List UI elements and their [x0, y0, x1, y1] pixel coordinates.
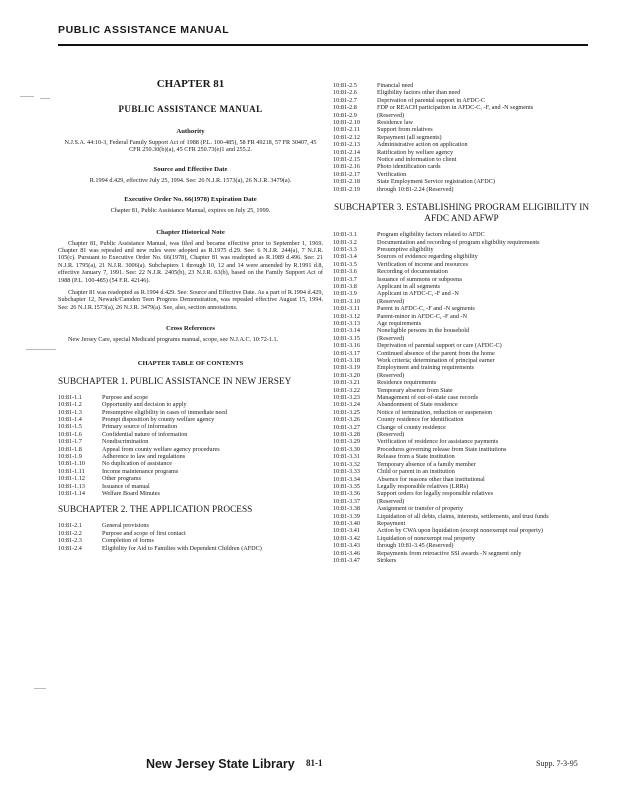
section-title: Financial need — [377, 82, 414, 89]
section-title: FDP or REACH participation in AFDC-C, -F, and -N segments — [377, 104, 534, 112]
section-title: (Reserved) — [377, 497, 405, 505]
section-number: 10:81-3.23 — [333, 394, 360, 402]
section-title: Residence law — [377, 119, 413, 127]
section-number: 10:81-2.5 — [333, 82, 357, 89]
section-number: 10:81-3.46 — [333, 549, 360, 557]
margin-mark — [40, 98, 50, 99]
cross-references-heading: Cross References — [166, 325, 215, 333]
authority-text: N.J.S.A. 44:10-3, Federal Family Support Act of 1988 (P.L. 100-485), 58 FR 49218, 57 FR 30407, 45 CFR 250.30(b)(a), 45 CFR 250.73(e)1 and 255.2. — [64, 139, 317, 154]
section-title: Presumptive eligibility — [377, 245, 434, 253]
section-number: 10:81-3.9 — [333, 290, 357, 298]
section-title: Opportunity and decision to apply — [102, 401, 187, 409]
section-number: 10:81-3.25 — [333, 408, 360, 416]
section-title: Income maintenance programs — [102, 467, 179, 475]
toc-entry — [333, 104, 590, 111]
toc-entry — [58, 423, 323, 430]
toc-entry — [333, 409, 590, 416]
toc-entry — [333, 527, 590, 534]
toc-entry — [333, 327, 590, 334]
section-title: Recording of documentation — [377, 268, 448, 276]
toc-entry — [58, 483, 323, 490]
toc-entry — [333, 290, 590, 297]
section-number: 10:81-3.20 — [333, 371, 360, 379]
section-title: Ratification by welfare agency — [377, 148, 454, 156]
section-number: 10:81-2.11 — [333, 126, 360, 134]
section-title: Confidential nature of information — [102, 430, 188, 438]
toc-entry — [58, 460, 323, 467]
supplement-date: Supp. 7-3-95 — [536, 759, 578, 768]
toc-entry — [333, 320, 590, 327]
section-title: Issuance of manual — [102, 482, 150, 490]
section-title: Appeal from county welfare agency procedures — [102, 445, 220, 453]
toc-entry — [333, 438, 590, 445]
toc-entry — [333, 261, 590, 268]
section-number: 10:81-3.35 — [333, 482, 360, 490]
section-number: 10:81-1.3 — [58, 408, 82, 416]
toc-entry — [58, 453, 323, 460]
section-number: 10:81-3.28 — [333, 431, 360, 439]
section-number: 10:81-3.47 — [333, 556, 360, 564]
page-number: 81-1 — [306, 758, 323, 768]
toc-entry — [333, 149, 590, 156]
source-text: R.1994 d.429, effective July 25, 1994. See: 26 N.J.R. 1573(a), 26 N.J.R. 3479(a). — [89, 176, 292, 184]
section-number: 10:81-2.15 — [333, 156, 360, 164]
section-number: 10:81-2.7 — [333, 96, 357, 104]
section-number: 10:81-2.9 — [333, 111, 357, 119]
section-number: 10:81-3.12 — [333, 312, 360, 320]
section-title: Photo identification cards — [377, 163, 441, 171]
toc-entry — [58, 522, 323, 529]
section-title: Action by CWA upon liquidation (except nonexempt real property) — [377, 527, 543, 535]
section-title: Applicant in AFDC-C, -F and -N — [377, 290, 459, 298]
section-title: Notice of termination, reduction or suspension — [377, 408, 493, 416]
toc-entry — [333, 342, 590, 349]
toc-entry — [333, 253, 590, 260]
section-title: Residence requirements — [377, 379, 437, 387]
section-number: 10:81-1.12 — [58, 475, 85, 483]
section-title: Absence for reasons other than institutional — [377, 475, 485, 483]
source-heading: Source and Effective Date — [153, 165, 228, 173]
section-title: Program eligibility factors related to AFDC — [377, 231, 485, 239]
section-number: 10:81-3.43 — [333, 542, 360, 550]
section-number: 10:81-3.19 — [333, 364, 360, 372]
toc-entry — [333, 372, 590, 379]
section-title: through 10:81-3.45 (Reserved) — [377, 542, 454, 550]
section-number: 10:81-3.33 — [333, 468, 360, 476]
section-title: Repayments from retroactive SSI awards -N segment only — [377, 549, 522, 557]
toc-entry — [333, 335, 590, 342]
section-title: Management of out-of-state case records — [377, 394, 479, 402]
section-title: Support from relatives — [377, 126, 433, 134]
toc-entry — [333, 313, 590, 320]
section-number: 10:81-3.2 — [333, 238, 357, 246]
section-title: Repayment (all segments) — [377, 133, 442, 141]
toc-entry — [58, 394, 323, 401]
section-title: Verification of residence for assistance payments — [377, 438, 499, 446]
subchapter-3-heading: SUBCHAPTER 3. ESTABLISHING PROGRAM ELIGIBILITY IN AFDC AND AFWP — [333, 203, 590, 225]
toc-entry — [58, 490, 323, 497]
toc-entry — [333, 268, 590, 275]
section-number: 10:81-3.1 — [333, 231, 357, 239]
toc-entry — [333, 431, 590, 438]
section-number: 10:81-3.30 — [333, 445, 360, 453]
subchapter-3-list — [333, 231, 590, 564]
section-title: Purpose and scope of first contact — [102, 529, 186, 537]
toc-entry — [333, 379, 590, 386]
toc-entry — [58, 446, 323, 453]
section-number: 10:81-3.17 — [333, 349, 360, 357]
section-title: Other programs — [102, 475, 142, 483]
toc-entry — [333, 505, 590, 512]
section-title: Completion of forms — [102, 537, 154, 545]
section-title: Assignment or transfer of property — [377, 505, 463, 513]
section-number: 10:81-1.1 — [58, 393, 82, 401]
section-title: Applicant in all segments — [377, 282, 441, 290]
section-number: 10:81-2.16 — [333, 163, 360, 171]
section-number: 10:81-3.41 — [333, 527, 360, 535]
section-title: County residence for identification — [377, 416, 464, 424]
section-number: 10:81-1.5 — [58, 423, 82, 431]
toc-entry — [333, 126, 590, 133]
section-title: (Reserved) — [377, 334, 405, 342]
toc-entry — [58, 431, 323, 438]
toc-entry — [333, 239, 590, 246]
margin-mark — [20, 96, 34, 97]
section-number: 10:81-3.3 — [333, 245, 357, 253]
toc-entry — [333, 276, 590, 283]
library-stamp: New Jersey State Library — [146, 757, 295, 771]
section-title: Nondiscrimination — [102, 438, 149, 446]
section-number: 10:81-3.4 — [333, 253, 357, 261]
toc-entry — [333, 89, 590, 96]
toc-entry — [333, 490, 590, 497]
section-title: Change of county residence — [377, 423, 446, 431]
toc-entry — [333, 513, 590, 520]
section-title: (Reserved) — [377, 297, 405, 305]
toc-entry — [333, 535, 590, 542]
section-title: Prompt disposition by county welfare agency — [102, 415, 215, 423]
subchapter-1-list — [58, 394, 323, 498]
section-title: Primary source of information — [102, 423, 178, 431]
exec-order-text: Chapter 81, Public Assistance Manual, expires on July 25, 1999. — [110, 207, 271, 215]
section-number: 10:81-3.22 — [333, 386, 360, 394]
toc-entry — [333, 82, 590, 89]
section-number: 10:81-1.9 — [58, 452, 82, 460]
section-number: 10:81-3.36 — [333, 490, 360, 498]
toc-entry — [333, 483, 590, 490]
section-number: 10:81-2.3 — [58, 537, 82, 545]
section-title: Parent-minor in AFDC-C, -F and -N — [377, 312, 468, 320]
toc-entry — [333, 186, 590, 193]
toc-entry — [333, 520, 590, 527]
toc-entry — [333, 446, 590, 453]
section-number: 10:81-3.29 — [333, 438, 360, 446]
header-rule — [58, 44, 588, 46]
section-number: 10:81-3.34 — [333, 475, 360, 483]
section-number: 10:81-3.5 — [333, 260, 357, 268]
section-title: Parent in AFDC-C, -F and -N segments — [377, 305, 475, 313]
historical-note-text: Chapter 81, Public Assistance Manual, was filed and became effective prior to September 1, 1969. Chapter 81 was repealed and new rules were adopted as R.1975 d.29. See: 6 N.J.R. 244(a), 7 N.J.R. 105(c). Pursuant to Executive Order No. 66(1978), Chapter 81 was readopted as R.1989 d.496. See: 21 N.J.R. 1795(a), 21 N.J.R. 3006(a). Subchapters 1 through 10, 12 and 14 were amended by R.1991 d.8, effective January 7, 1991. See: 22 N.J.R. 2405(b), 23 N.J.R. 63(b), based on the Family Support Act of 1988 (P.L. 100-485) (54 F.R. 42146). — [58, 239, 323, 284]
running-header: PUBLIC ASSISTANCE MANUAL — [58, 24, 230, 36]
cross-references-text: New Jersey Care, special Medicaid programs manual, scope, see N.J.A.C. 10:72-1.1. — [68, 336, 279, 344]
toc-entry — [333, 119, 590, 126]
subchapter-2-list-cont — [333, 82, 590, 193]
toc-entry — [333, 468, 590, 475]
toc-entry — [333, 498, 590, 505]
section-title: Abandonment of State residence — [377, 401, 458, 409]
toc-entry — [333, 476, 590, 483]
section-title: Temporary absence from State — [377, 386, 453, 394]
section-title: Liquidation of nonexempt real property — [377, 534, 475, 542]
section-title: Work criteria; determination of principal earner — [377, 357, 495, 364]
section-number: 10:81-3.39 — [333, 512, 360, 520]
section-number: 10:81-3.40 — [333, 519, 360, 527]
section-number: 10:81-1.11 — [58, 467, 85, 475]
section-number: 10:81-3.31 — [333, 453, 360, 461]
section-title: Verification of income and resources — [377, 260, 469, 268]
section-title: Sources of evidence regarding eligibility — [377, 253, 478, 261]
chapter-title: PUBLIC ASSISTANCE MANUAL — [118, 104, 263, 114]
section-number: 10:81-1.7 — [58, 438, 82, 446]
historical-note-text-2: Chapter 81 was readopted as R.1994 d.429. See: Source and Effective Date. As a part of R.1994 d.429, Subchapter 12, Newark/Camden Teen Progress Demonstration, was repealed effective August 15, 1994. See: 26 N.J.R.1573(a), 26 N.J.R. 3479(a). See, also, section annotations. — [58, 289, 323, 311]
right-column — [333, 82, 590, 564]
toc-entry — [333, 231, 590, 238]
toc-entry — [58, 416, 323, 423]
section-title: Deprivation of parental support or care (AFDC-C) — [377, 342, 502, 350]
section-title: Deprivation of parental support in AFDC-C — [377, 96, 486, 104]
toc-entry — [58, 468, 323, 475]
section-number: 10:81-1.4 — [58, 415, 82, 423]
toc-entry — [333, 305, 590, 312]
section-number: 10:81-3.6 — [333, 268, 357, 276]
section-title: (Reserved) — [377, 431, 405, 439]
toc-heading: CHAPTER TABLE OF CONTENTS — [137, 359, 244, 367]
section-title: Presumptive eligibility in cases of immediate need — [102, 408, 228, 416]
margin-mark — [26, 349, 56, 350]
toc-entry — [58, 537, 323, 544]
section-number: 10:81-3.32 — [333, 460, 360, 468]
section-number: 10:81-3.37 — [333, 497, 360, 505]
section-number: 10:81-1.8 — [58, 445, 82, 453]
section-title: Welfare Board Minutes — [102, 489, 160, 497]
toc-entry — [333, 401, 590, 408]
toc-entry — [333, 357, 590, 364]
section-title: Documentation and recording of program eligibility requirements — [377, 238, 540, 246]
section-number: 10:81-2.19 — [333, 185, 360, 193]
section-number: 10:81-3.14 — [333, 327, 360, 335]
toc-entry — [333, 171, 590, 178]
section-title: Verification — [377, 170, 407, 178]
section-number: 10:81-3.13 — [333, 319, 360, 327]
toc-entry — [58, 475, 323, 482]
section-number: 10:81-2.8 — [333, 104, 357, 112]
section-title: Noneligible persons in the household — [377, 327, 470, 335]
section-number: 10:81-2.4 — [58, 544, 82, 552]
toc-entry — [333, 134, 590, 141]
section-title: No duplication of assistance — [102, 460, 172, 468]
section-title: Eligibility for Aid to Families with Dependent Children (AFDC) — [102, 544, 262, 552]
section-number: 10:81-2.18 — [333, 178, 360, 186]
section-number: 10:81-3.15 — [333, 334, 360, 342]
authority-heading: Authority — [176, 128, 205, 135]
toc-entry — [58, 438, 323, 445]
subchapter-1-heading: SUBCHAPTER 1. PUBLIC ASSISTANCE IN NEW JERSEY — [58, 376, 292, 387]
toc-entry — [333, 394, 590, 401]
section-title: Support orders for legally responsible relatives — [377, 490, 493, 498]
toc-entry — [333, 550, 590, 557]
section-number: 10:81-3.8 — [333, 282, 357, 290]
section-title: Administrative action on application — [377, 141, 468, 149]
section-number: 10:81-3.38 — [333, 505, 360, 513]
section-number: 10:81-3.18 — [333, 357, 360, 364]
section-title: (Reserved) — [377, 111, 405, 119]
section-title: Procedures governing release from State institutions — [377, 445, 507, 453]
section-number: 10:81-2.13 — [333, 141, 360, 149]
section-title: Repayment — [377, 519, 406, 527]
toc-entry — [333, 461, 590, 468]
toc-entry — [333, 542, 590, 549]
toc-entry — [333, 163, 590, 170]
subchapter-2-heading: SUBCHAPTER 2. THE APPLICATION PROCESS — [58, 505, 253, 516]
left-column — [58, 78, 323, 552]
toc-entry — [58, 530, 323, 537]
section-title: State Employment Service registration (AFDC) — [377, 178, 495, 186]
section-title: Notice and information to client — [377, 156, 457, 164]
toc-entry — [333, 283, 590, 290]
historical-note-heading: Chapter Historical Note — [156, 228, 225, 236]
section-title: Employment and training requirements — [377, 364, 475, 372]
section-number: 10:81-1.6 — [58, 430, 82, 438]
section-title: Issuance of summons or subpoena — [377, 275, 462, 283]
toc-entry — [333, 112, 590, 119]
toc-entry — [333, 156, 590, 163]
toc-entry — [333, 453, 590, 460]
section-number: 10:81-3.7 — [333, 275, 357, 283]
toc-entry — [333, 557, 590, 564]
toc-entry — [333, 97, 590, 104]
section-number: 10:81-3.42 — [333, 534, 360, 542]
section-number: 10:81-1.2 — [58, 401, 82, 409]
section-number: 10:81-2.14 — [333, 148, 360, 156]
exec-order-heading: Executive Order No. 66(1978) Expiration Date — [124, 196, 257, 204]
toc-entry — [333, 178, 590, 185]
section-title: Continued absence of the parent from the home — [377, 349, 495, 357]
section-title: Eligibility factors other than need — [377, 89, 461, 97]
toc-entry — [333, 246, 590, 253]
section-number: 10:81-3.21 — [333, 379, 360, 387]
section-title: Release from a State institution — [377, 453, 455, 461]
section-number: 10:81-3.27 — [333, 423, 360, 431]
toc-entry — [333, 141, 590, 148]
section-title: Child or parent in an institution — [377, 468, 455, 476]
toc-entry — [58, 545, 323, 552]
section-number: 10:81-2.2 — [58, 529, 82, 537]
section-number: 10:81-2.17 — [333, 170, 360, 178]
section-number: 10:81-1.13 — [58, 482, 85, 490]
section-title: Purpose and scope — [102, 393, 149, 401]
toc-entry — [333, 416, 590, 423]
section-number: 10:81-1.10 — [58, 460, 85, 468]
section-number: 10:81-2.10 — [333, 119, 360, 127]
toc-entry — [333, 424, 590, 431]
toc-entry — [333, 387, 590, 394]
toc-entry — [333, 298, 590, 305]
section-number: 10:81-3.16 — [333, 342, 360, 350]
section-title: through 10:81-2.24 (Reserved) — [377, 185, 454, 193]
chapter-number: CHAPTER 81 — [156, 78, 225, 90]
section-title: Age requirements — [377, 319, 422, 327]
toc-entry — [58, 409, 323, 416]
section-title: Legally responsible relatives (LRRs) — [377, 482, 469, 490]
toc-entry — [333, 350, 590, 357]
toc-entry — [333, 364, 590, 371]
section-number: 10:81-2.12 — [333, 133, 360, 141]
margin-mark — [34, 688, 46, 689]
section-title: Strikers — [377, 556, 397, 564]
subchapter-2-list — [58, 522, 323, 552]
section-number: 10:81-3.24 — [333, 401, 360, 409]
section-title: (Reserved) — [377, 371, 405, 379]
section-number: 10:81-3.11 — [333, 305, 360, 313]
section-number: 10:81-2.1 — [58, 522, 82, 530]
section-number: 10:81-2.6 — [333, 89, 357, 97]
section-title: Liquidation of all debts, claims, interests, settlements, and trust funds — [377, 512, 549, 520]
toc-entry — [58, 401, 323, 408]
section-title: Temporary absence of a family member — [377, 460, 476, 468]
section-number: 10:81-3.10 — [333, 297, 360, 305]
section-title: General provisions — [102, 522, 149, 530]
section-number: 10:81-3.26 — [333, 416, 360, 424]
section-number: 10:81-1.14 — [58, 489, 85, 497]
section-title: Adherence to law and regulations — [102, 452, 186, 460]
